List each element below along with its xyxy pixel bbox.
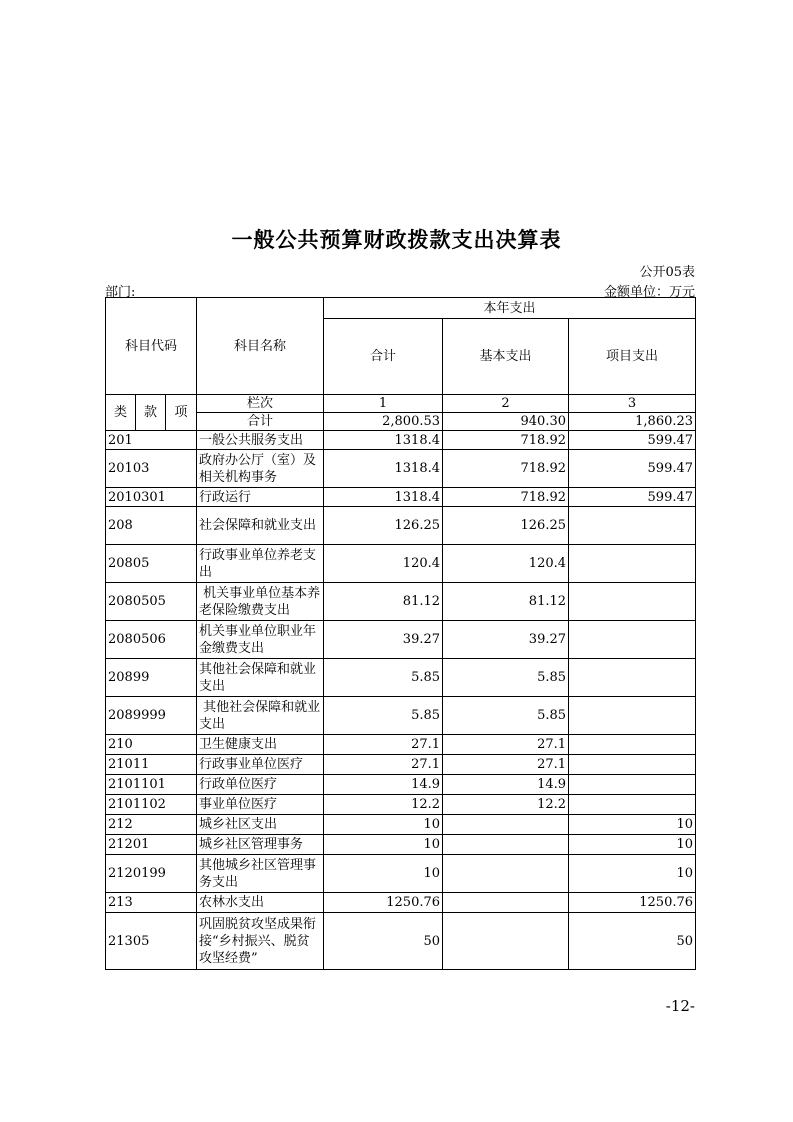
row-name: 其他社会保障和就业支出 [197,697,324,735]
row-code: 20103 [106,450,197,488]
row-basic [443,855,569,893]
row-name: 行政事业单位医疗 [197,755,324,775]
row-total: 14.9 [324,775,443,795]
row-name: 卫生健康支出 [197,735,324,755]
table-row [106,735,696,755]
row-project [569,545,696,583]
row-total: 27.1 [324,735,443,755]
column-number-3: 3 [569,395,696,413]
row-name: 行政事业单位养老支出 [197,545,324,583]
table-row [106,545,696,583]
row-basic: 27.1 [443,755,569,775]
row-code: 212 [106,815,197,835]
row-basic: 5.85 [443,697,569,735]
amount-unit-label: 金额单位：万元 [603,285,695,300]
row-basic: 5.85 [443,659,569,697]
row-total: 5.85 [324,659,443,697]
row-code: 210 [106,735,197,755]
row-name: 行政运行 [197,488,324,507]
table-row [106,913,696,970]
row-basic [443,835,569,855]
row-total: 50 [324,913,443,970]
row-project [569,795,696,815]
header-section: 款 [136,395,166,431]
row-name: 社会保障和就业支出 [197,507,324,545]
table-row [106,755,696,775]
row-code: 2101102 [106,795,197,815]
row-code: 21305 [106,913,197,970]
row-name: 一般公共服务支出 [197,431,324,450]
row-total: 1318.4 [324,431,443,450]
row-code: 201 [106,431,197,450]
row-total: 126.25 [324,507,443,545]
row-code: 2120199 [106,855,197,893]
table-row [106,659,696,697]
row-project [569,583,696,621]
row-total: 10 [324,855,443,893]
column-number-1: 1 [324,395,443,413]
row-code: 20899 [106,659,197,697]
column-number-2: 2 [443,395,569,413]
table-row [106,795,696,815]
row-code: 21201 [106,835,197,855]
page-number: -12- [665,997,695,1015]
row-code: 2080505 [106,583,197,621]
header-total: 合计 [324,319,443,395]
row-code: 20805 [106,545,197,583]
table-row [106,697,696,735]
row-total: 10 [324,835,443,855]
row-basic: 14.9 [443,775,569,795]
document-title: 一般公共预算财政拨款支出决算表 [231,227,562,252]
table-row [106,815,696,835]
row-project: 50 [569,913,696,970]
row-project [569,659,696,697]
row-project: 599.47 [569,450,696,488]
row-total: 10 [324,815,443,835]
row-basic: 718.92 [443,431,569,450]
row-project [569,735,696,755]
row-name: 其他社会保障和就业支出 [197,659,324,697]
row-basic: 39.27 [443,621,569,659]
row-project [569,507,696,545]
row-basic [443,815,569,835]
row-total: 39.27 [324,621,443,659]
header-subject-name: 科目名称 [197,298,324,395]
row-total: 5.85 [324,697,443,735]
total-row-project: 1,860.23 [569,413,696,431]
table-row [106,450,696,488]
row-total: 12.2 [324,795,443,815]
row-project [569,621,696,659]
row-project: 599.47 [569,431,696,450]
row-code: 208 [106,507,197,545]
table-row [106,507,696,545]
table-row [106,621,696,659]
row-code: 2101101 [106,775,197,795]
header-subject-code: 科目代码 [106,298,197,395]
row-project [569,697,696,735]
row-project: 10 [569,855,696,893]
form-number: 公开05表 [639,265,695,280]
table-row [106,431,696,450]
table-row [106,893,696,913]
row-name: 其他城乡社区管理事务支出 [197,855,324,893]
row-code: 2080506 [106,621,197,659]
row-name: 巩固脱贫攻坚成果衔接“乡村振兴、脱贫攻坚经费” [197,913,324,970]
row-basic: 718.92 [443,488,569,507]
table-row [106,488,696,507]
row-basic: 27.1 [443,735,569,755]
row-basic: 120.4 [443,545,569,583]
row-code: 213 [106,893,197,913]
row-name: 事业单位医疗 [197,795,324,815]
row-basic: 718.92 [443,450,569,488]
row-name: 农林水支出 [197,893,324,913]
row-total: 1318.4 [324,488,443,507]
row-name: 城乡社区支出 [197,815,324,835]
row-name: 政府办公厅（室）及相关机构事务 [197,450,324,488]
row-code: 21011 [106,755,197,775]
department-label: 部门: [105,285,136,300]
header-item: 项 [166,395,197,431]
row-basic: 12.2 [443,795,569,815]
table-row [106,583,696,621]
row-project: 10 [569,835,696,855]
row-project [569,775,696,795]
row-total: 1318.4 [324,450,443,488]
row-total: 27.1 [324,755,443,775]
row-basic: 81.12 [443,583,569,621]
table-row [106,835,696,855]
row-code: 2089999 [106,697,197,735]
header-class: 类 [106,395,136,431]
total-row-basic: 940.30 [443,413,569,431]
header-basic-expenditure: 基本支出 [443,319,569,395]
row-project: 10 [569,815,696,835]
row-project: 1250.76 [569,893,696,913]
row-basic [443,893,569,913]
row-basic: 126.25 [443,507,569,545]
row-project [569,755,696,775]
header-column-number: 栏次 [197,395,324,413]
row-total: 120.4 [324,545,443,583]
total-row-total: 2,800.53 [324,413,443,431]
row-total: 1250.76 [324,893,443,913]
row-name: 机关事业单位职业年金缴费支出 [197,621,324,659]
total-row-label: 合计 [197,413,324,431]
header-current-year-expenditure: 本年支出 [324,298,696,319]
row-basic [443,913,569,970]
header-project-expenditure: 项目支出 [569,319,696,395]
row-project: 599.47 [569,488,696,507]
row-name: 城乡社区管理事务 [197,835,324,855]
row-code: 2010301 [106,488,197,507]
table-row [106,775,696,795]
row-name: 机关事业单位基本养老保险缴费支出 [197,583,324,621]
row-total: 81.12 [324,583,443,621]
row-name: 行政单位医疗 [197,775,324,795]
budget-table [105,297,696,970]
table-row [106,855,696,893]
